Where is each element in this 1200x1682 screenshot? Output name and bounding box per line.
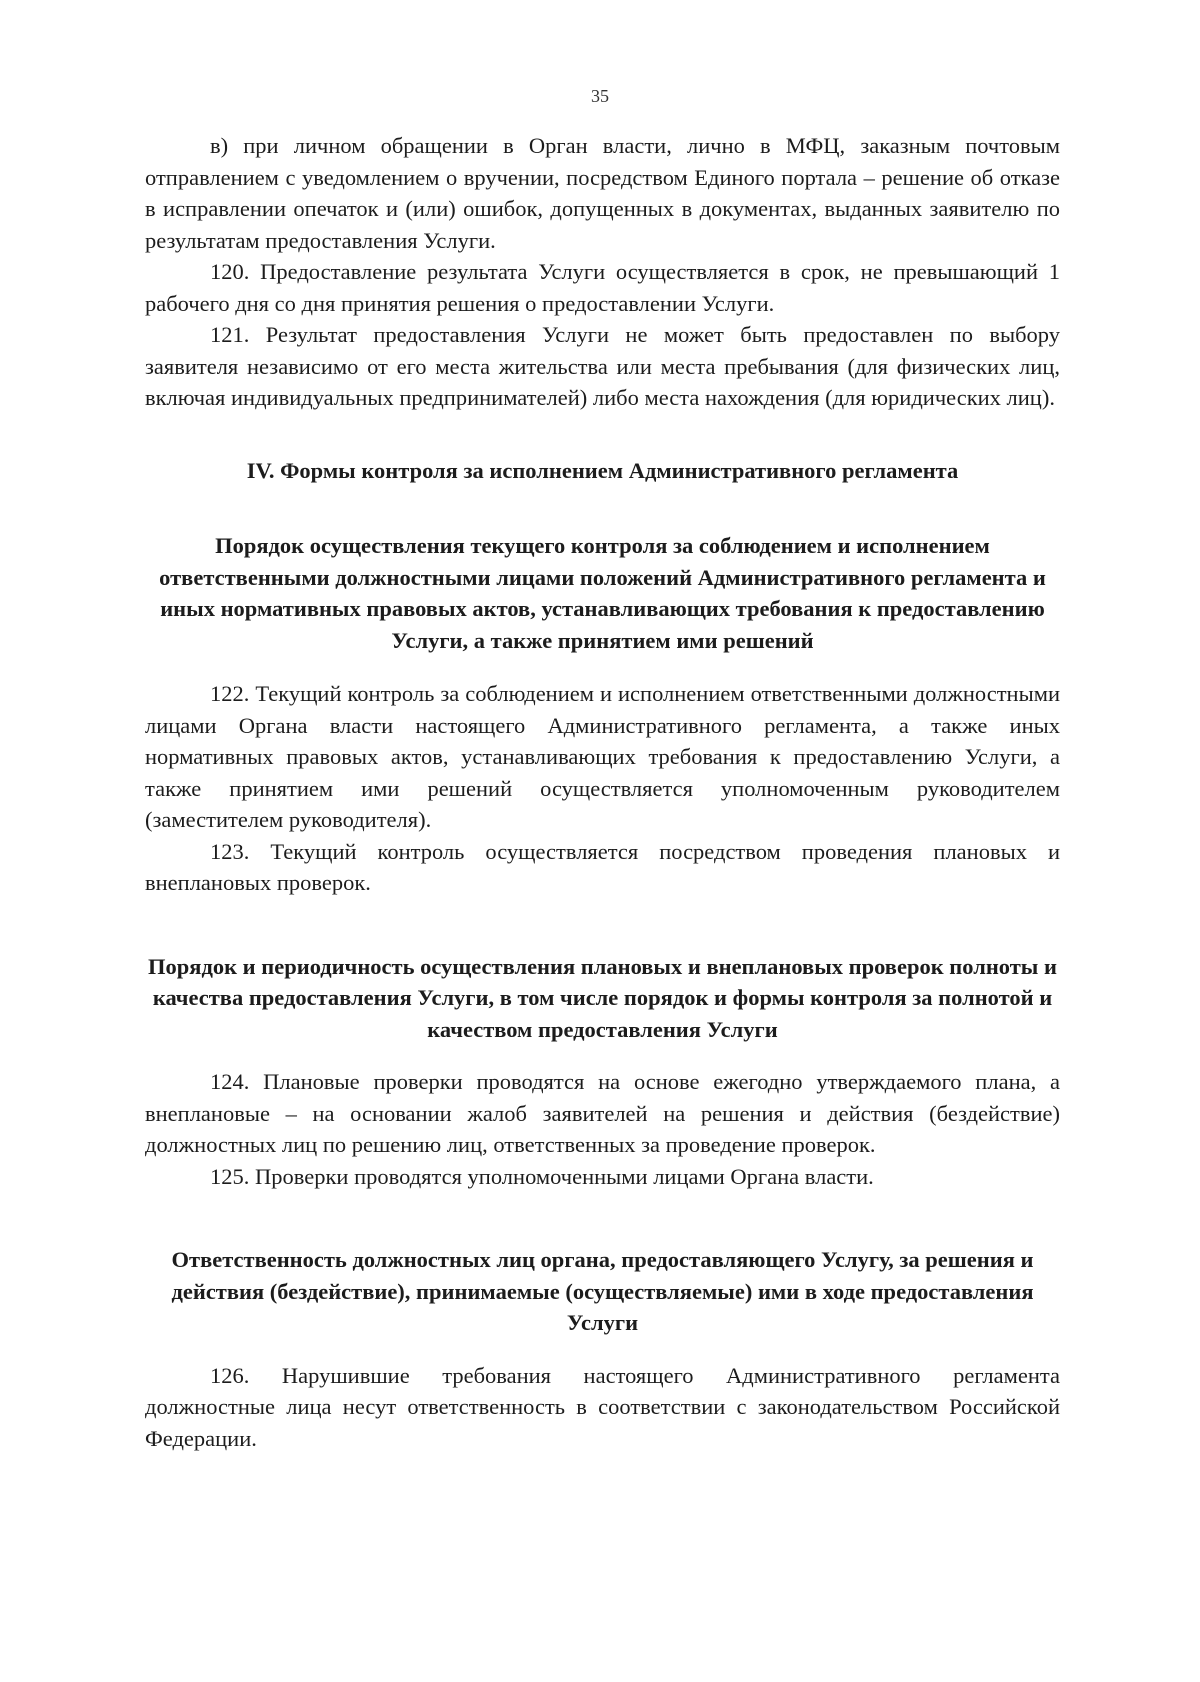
paragraph-122: 122. Текущий контроль за соблюдением и исполнением ответственными должностными лицами Органа власти настоящего Административного регламента, а также иных нормативных правовых актов, устанавливающих требования к предоставлению Услуги, а также принятием ими решений осуществляется уполномоченным руководителем (заместителем руководителя).: [145, 681, 1060, 832]
responsibility-heading: Ответственность должностных лиц органа, предоставляющего Услугу, за решения и действия (бездействие), принимаемые (осуществляемые) ими в ходе предоставления Услуги: [171, 1247, 1034, 1335]
paragraph-123: 123. Текущий контроль осуществляется посредством проведения плановых и внеплановых проверок.: [145, 838, 1060, 895]
paragraph-125: 125. Проверки проводятся уполномоченными лицами Органа власти.: [210, 1163, 874, 1189]
inspections-heading: Порядок и периодичность осуществления плановых и внеплановых проверок полноты и качества предоставления Услуги, в том числе порядок и формы контроля за полнотой и качеством предоставления Услуги: [148, 953, 1057, 1042]
current-control-heading: Порядок осуществления текущего контроля за соблюдением и исполнением ответственными должностными лицами положений Административного регламента и иных нормативных правовых актов, устанавливающих требования к предоставлению Услуги, а также принятием ими решений: [159, 533, 1046, 653]
paragraph-124: 124. Плановые проверки проводятся на основе ежегодно утверждаемого плана, а внеплановые – на основании жалоб заявителей на решения и действия (бездействие) должностных лиц по решению лиц, ответственных за проведение проверок.: [145, 1069, 1060, 1157]
paragraph-v: в) при личном обращении в Орган власти, лично в МФЦ, заказным почтовым отправлением с уведомлением о вручении, посредством Единого портала – решение об отказе в исправлении опечаток и (или) ошибок, допущенных в документах, выданных заявителю по результатам предоставления Услуги.: [145, 133, 1060, 253]
paragraph-126: 126. Нарушившие требования настоящего Административного регламента должностные лица несут ответственность в соответствии с законодательством Российской Федерации.: [145, 1362, 1060, 1451]
paragraph-120: 120. Предоставление результата Услуги осуществляется в срок, не превышающий 1 рабочего дня со дня принятия решения о предоставлении Услуги.: [145, 259, 1060, 316]
document-body: [145, 130, 1060, 1454]
paragraph-121: 121. Результат предоставления Услуги не может быть предоставлен по выбору заявителя независимо от его места жительства или места пребывания (для физических лиц, включая индивидуальных предпринимателей) либо места нахождения (для юридических лиц).: [145, 322, 1060, 410]
section-iv-heading: IV. Формы контроля за исполнением Административного регламента: [246, 457, 959, 483]
page-number: 35: [591, 86, 609, 106]
